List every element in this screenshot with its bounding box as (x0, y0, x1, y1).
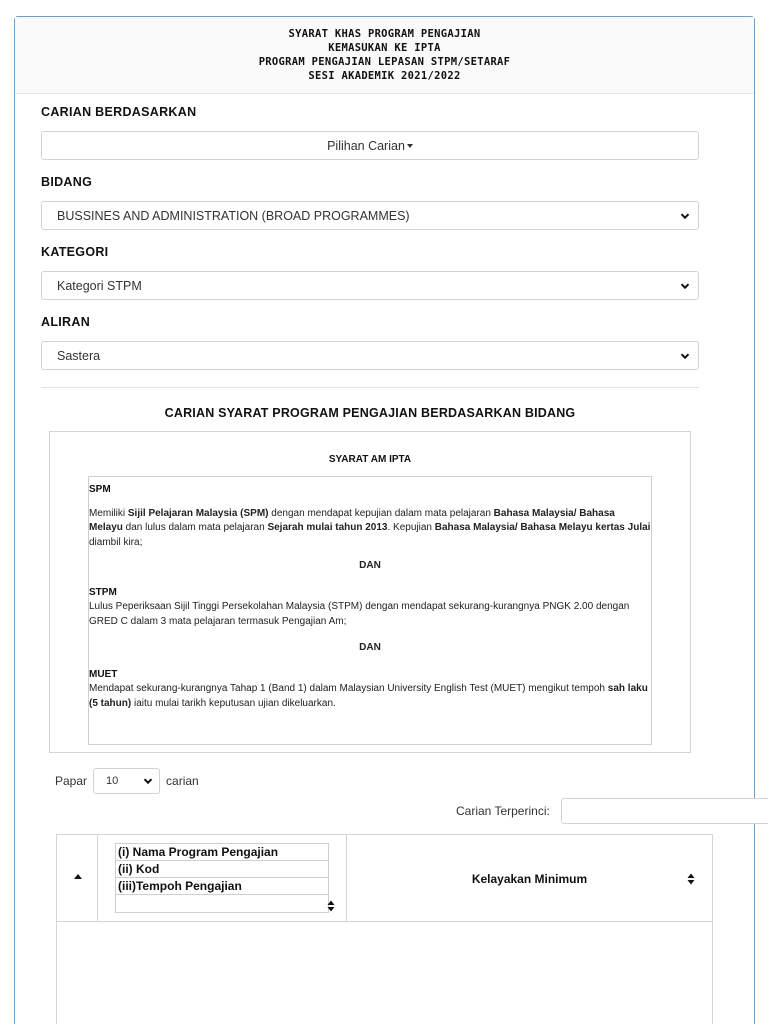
header-line-1: SYARAT KHAS PROGRAM PENGAJIAN (288, 28, 481, 40)
caret-down-icon (407, 144, 413, 148)
section-title: CARIAN SYARAT PROGRAM PENGAJIAN BERDASARKAN BIDANG (164, 406, 576, 420)
table-header (57, 835, 712, 922)
detailed-search-input[interactable] (561, 798, 768, 824)
detailed-search-label: Carian Terperinci: (456, 804, 550, 818)
bidang-value: BUSSINES AND ADMINISTRATION (BROAD PROGRAMMES) (57, 208, 410, 223)
spm-text: Memiliki Sijil Pelajaran Malaysia (SPM) dengan mendapat kepujian dalam mata pelajaran Bahasa Malaysia/ Bahasa Melayu dan lulus dalam mata pelajaran Sejarah mulai tahun 2013. Kepujian Bahasa Malaysia/ Bahasa Melayu kertas Julai diambil kira; (89, 507, 651, 548)
search-by-label: CARIAN BERDASARKAN (41, 105, 197, 119)
program-header-list (115, 843, 329, 913)
page-length-control (55, 768, 199, 794)
header-line-3: PROGRAM PENGAJIAN LEPASAN STPM/SETARAF (258, 56, 511, 68)
column-header-program[interactable] (98, 835, 347, 921)
chevron-down-icon (680, 211, 690, 221)
results-table (56, 834, 713, 1024)
bidang-label: BIDANG (41, 175, 93, 189)
search-option-dropdown[interactable] (41, 131, 699, 160)
search-form (41, 105, 699, 753)
requirements-panel (49, 431, 691, 753)
sort-both-icon (327, 900, 335, 912)
kategori-select[interactable] (41, 271, 699, 300)
program-header-duration: (iii)Tempoh Pengajian (116, 878, 328, 895)
header-line-2: KEMASUKAN KE IPTA (328, 42, 441, 54)
page-length-select[interactable] (93, 768, 160, 794)
show-suffix: carian (166, 774, 199, 788)
stpm-text: Lulus Peperiksaan Sijil Tinggi Persekolahan Malaysia (STPM) dengan mendapat sekurang-kurangnya PNGK 2.00 dengan GRED C dalam 3 mata pelajaran termasuk Pengajian Am; (89, 601, 630, 627)
requirements-title: SYARAT AM IPTA (328, 454, 412, 465)
aliran-value: Sastera (57, 348, 101, 363)
page-header (15, 17, 754, 94)
min-qualification-label: Kelayakan Minimum (471, 872, 588, 886)
aliran-label: ALIRAN (41, 315, 91, 329)
dan-separator: DAN (359, 642, 381, 653)
muet-heading: MUET (89, 668, 118, 680)
kategori-value: Kategori STPM (57, 278, 142, 293)
chevron-down-icon (680, 281, 690, 291)
aliran-select[interactable] (41, 341, 699, 370)
chevron-down-icon (143, 776, 153, 786)
muet-text: Mendapat sekurang-kurangnya Tahap 1 (Band 1) dalam Malaysian University English Test (MUET) mengikut tempoh sah laku (5 tahun) iaitu mulai tarikh keputusan ujian dikeluarkan. (89, 683, 648, 709)
program-header-spacer (116, 895, 328, 912)
header-line-4: SESI AKADEMIK 2021/2022 (308, 70, 461, 82)
column-header-index[interactable] (57, 835, 98, 921)
sort-both-icon (687, 873, 695, 885)
column-header-min-qualification[interactable] (347, 835, 712, 921)
page-length-value: 10 (106, 775, 119, 787)
spm-heading: SPM (89, 484, 111, 495)
divider (41, 387, 699, 388)
bidang-select[interactable] (41, 201, 699, 230)
dan-separator: DAN (359, 560, 381, 571)
program-header-code: (ii) Kod (116, 861, 328, 878)
sort-asc-icon (74, 874, 82, 879)
chevron-down-icon (680, 351, 690, 361)
search-option-label: Pilihan Carian (327, 138, 405, 153)
program-header-name: (i) Nama Program Pengajian (116, 844, 328, 861)
stpm-heading: STPM (89, 586, 117, 598)
show-label: Papar (55, 774, 88, 788)
kategori-label: KATEGORI (41, 245, 109, 259)
requirements-content (88, 476, 652, 745)
